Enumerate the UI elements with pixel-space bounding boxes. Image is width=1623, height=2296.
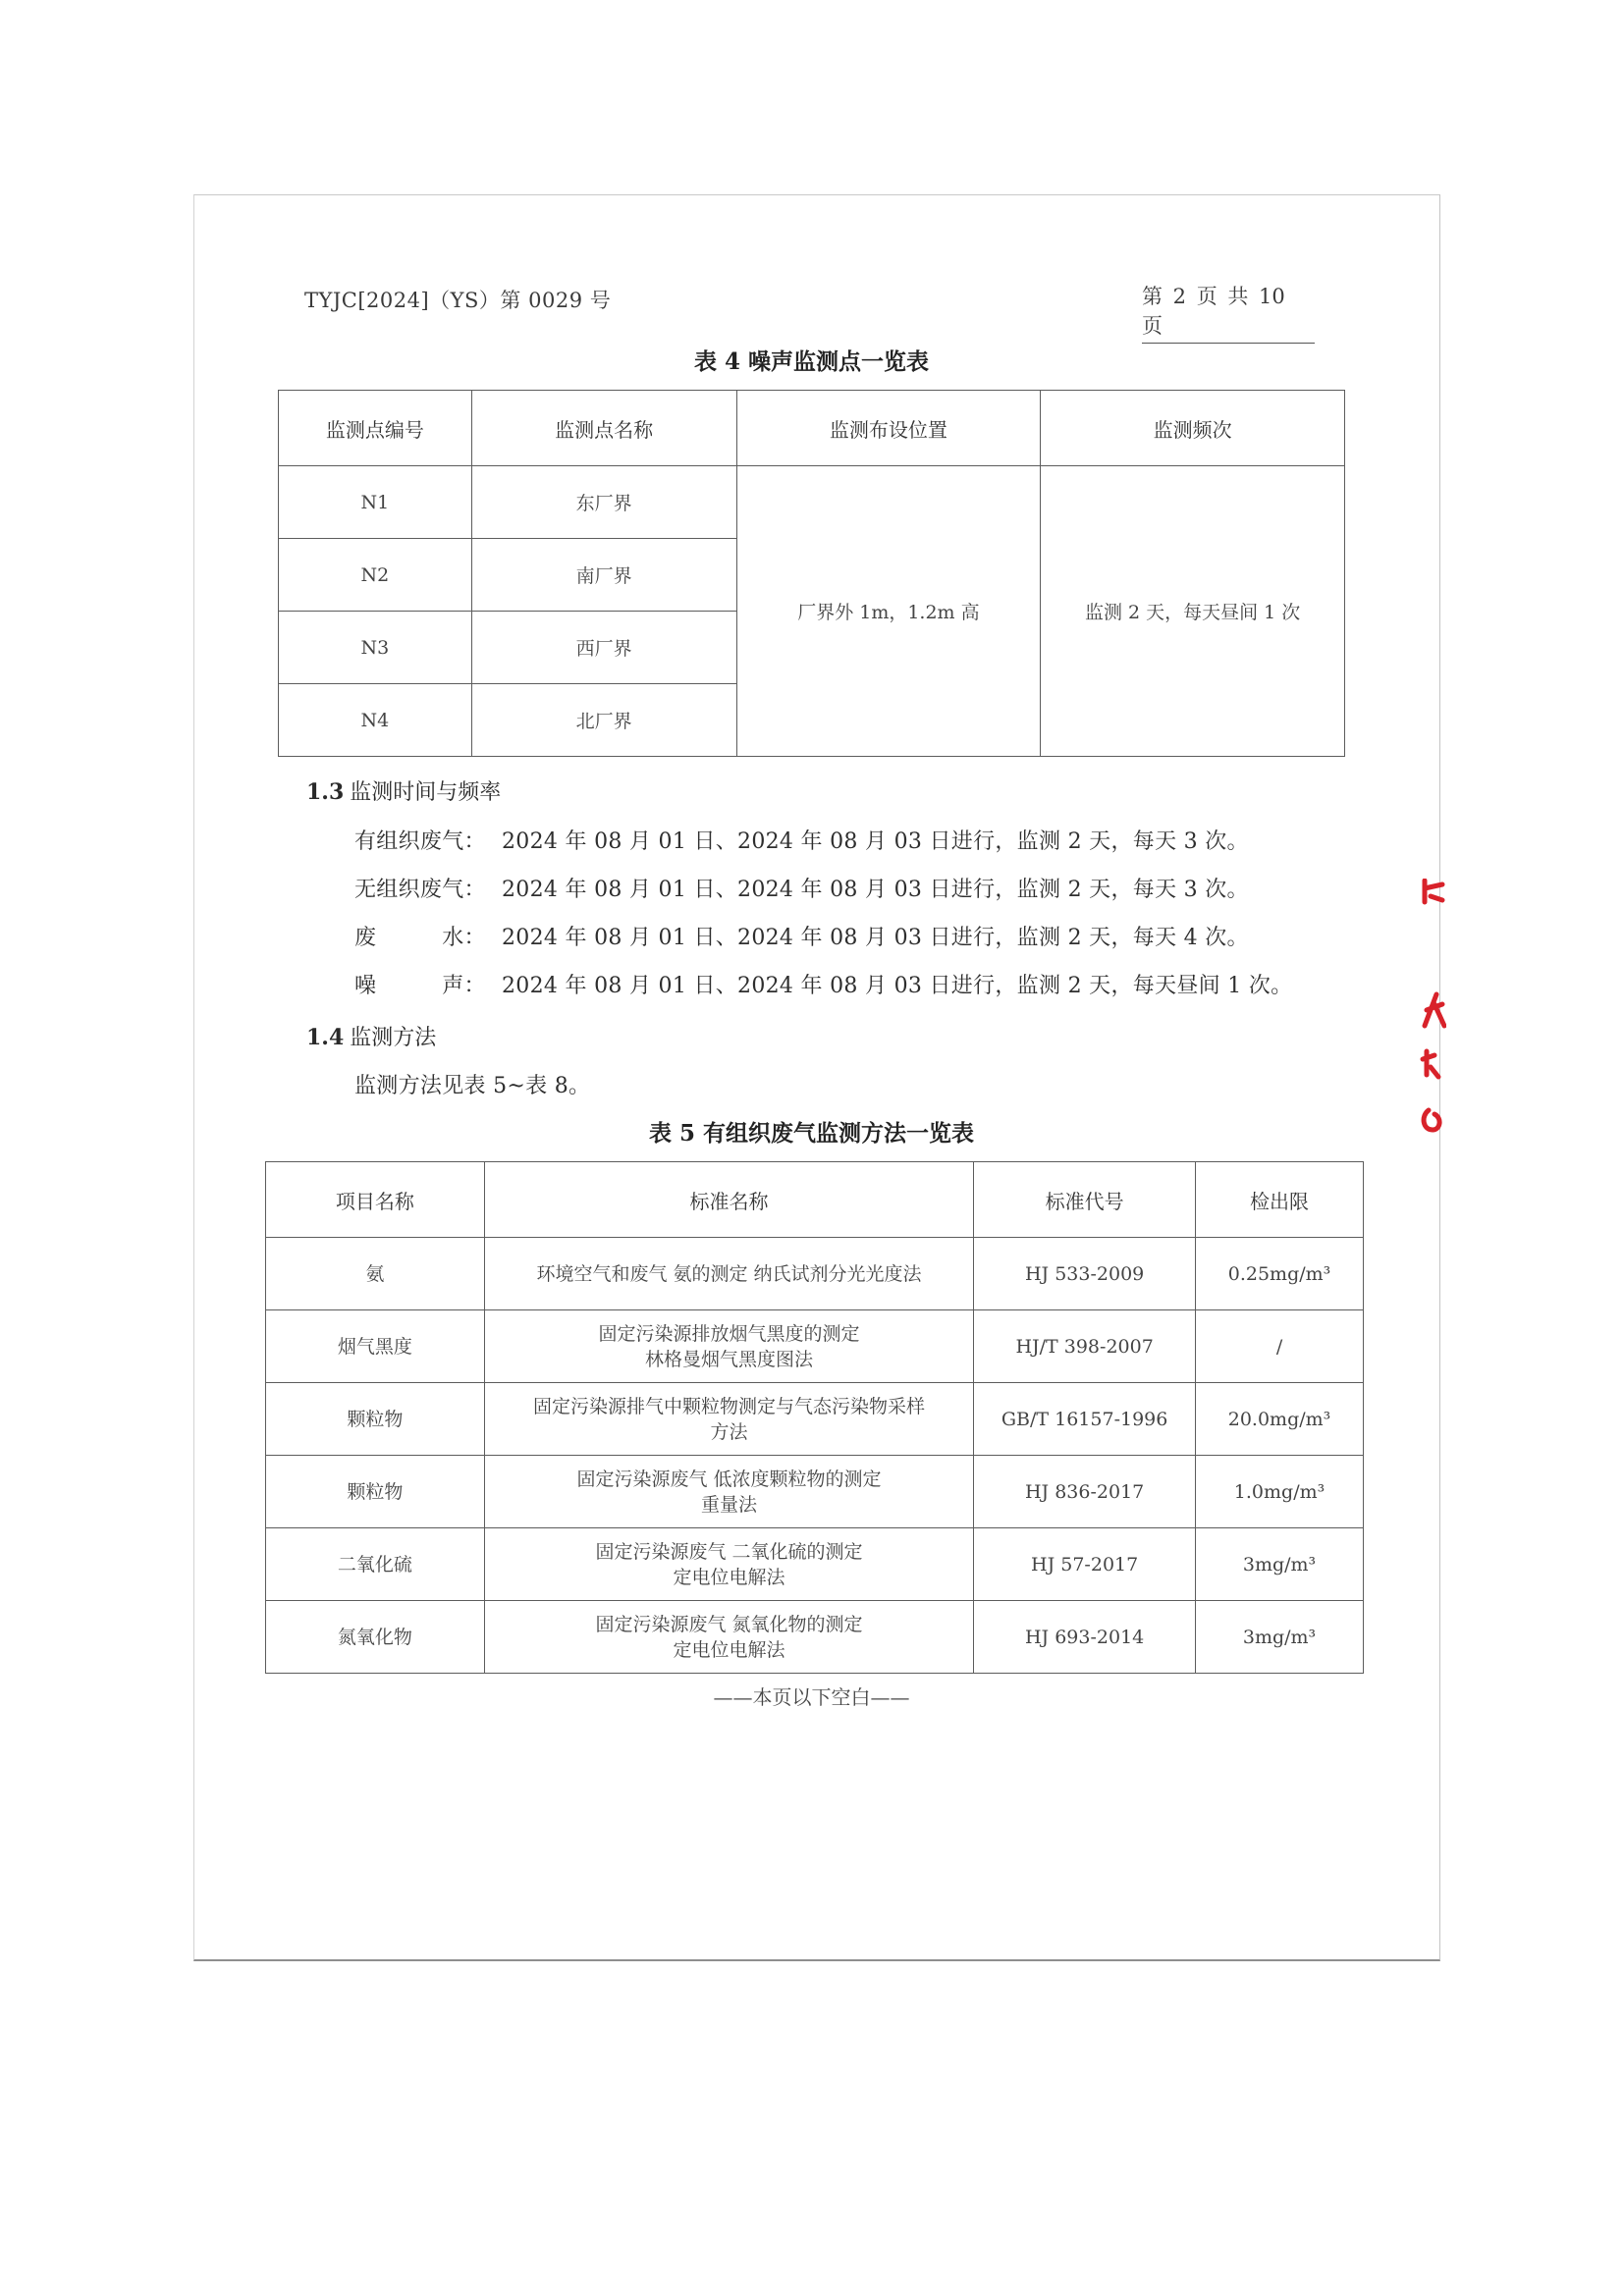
section-number: 1.3	[306, 779, 345, 805]
table4-caption: 表 4 噪声监测点一览表	[693, 348, 930, 375]
schedule-text: 2024 年 08 月 01 日、2024 年 08 月 03 日进行，监测 2 天，每天昼间 1 次。	[502, 974, 1293, 998]
table-row	[266, 1310, 1364, 1383]
noise-monitoring-points-table	[278, 390, 1345, 757]
point-id: N1	[279, 466, 472, 539]
item-name: 烟气黑度	[266, 1310, 485, 1383]
section-number: 1.4	[306, 1025, 345, 1050]
detection-limit: 3mg/m³	[1196, 1528, 1364, 1601]
standard-line: 固定污染源排放烟气黑度的测定	[598, 1322, 860, 1345]
schedule-line	[354, 873, 1249, 903]
point-id: N2	[279, 539, 472, 612]
standard-line: 定电位电解法	[673, 1566, 785, 1588]
standard-code: HJ 836-2017	[974, 1456, 1196, 1528]
table-header-row	[266, 1162, 1364, 1238]
report-number: TYJC[2024]（YS）第 0029 号	[304, 289, 612, 312]
item-name: 颗粒物	[266, 1456, 485, 1528]
point-location: 厂界外 1m，1.2m 高	[736, 466, 1041, 757]
table-row	[279, 466, 1345, 539]
standard-line: 固定污染源废气 氮氧化物的测定	[595, 1613, 863, 1635]
header-code: 标准代号	[974, 1162, 1196, 1238]
table-header-row	[279, 391, 1345, 466]
header-limit: 检出限	[1196, 1162, 1364, 1238]
standard-line: 固定污染源排气中颗粒物测定与气态污染物采样	[532, 1395, 925, 1417]
table-row	[266, 1601, 1364, 1674]
standard-line: 定电位电解法	[673, 1638, 785, 1661]
header-point-name: 监测点名称	[471, 391, 736, 466]
schedule-label: 有组织废气：	[354, 829, 486, 854]
organized-exhaust-methods-table	[265, 1161, 1364, 1674]
header-point-id: 监测点编号	[279, 391, 472, 466]
detection-limit: /	[1196, 1310, 1364, 1383]
standard-code: HJ 57-2017	[974, 1528, 1196, 1601]
standard-code: HJ/T 398-2007	[974, 1310, 1196, 1383]
point-id: N3	[279, 612, 472, 684]
standard-name	[484, 1456, 973, 1528]
standard-code: HJ 693-2014	[974, 1601, 1196, 1674]
table-row	[266, 1383, 1364, 1456]
point-name: 西厂界	[471, 612, 736, 684]
standard-name	[484, 1528, 973, 1601]
point-frequency: 监测 2 天，每天昼间 1 次	[1041, 466, 1345, 757]
schedule-label: 噪 声：	[354, 974, 486, 998]
section-title: 监测方法	[350, 1026, 437, 1050]
seam-stamp-icon	[1417, 879, 1446, 1144]
standard-name	[484, 1238, 973, 1310]
schedule-label: 无组织废气：	[354, 878, 486, 902]
detection-limit: 3mg/m³	[1196, 1601, 1364, 1674]
schedule-text: 2024 年 08 月 01 日、2024 年 08 月 03 日进行，监测 2 天，每天 3 次。	[502, 878, 1249, 902]
header-standard: 标准名称	[484, 1162, 973, 1238]
blank-below-note: ——本页以下空白——	[713, 1685, 910, 1709]
detection-limit: 0.25mg/m³	[1196, 1238, 1364, 1310]
item-name: 二氧化硫	[266, 1528, 485, 1601]
standard-line: 方法	[710, 1420, 748, 1443]
schedule-line	[354, 969, 1292, 999]
header-location: 监测布设位置	[736, 391, 1041, 466]
table-row	[266, 1528, 1364, 1601]
section-title: 监测时间与频率	[350, 780, 502, 805]
standard-line: 固定污染源废气 低浓度颗粒物的测定	[576, 1468, 882, 1490]
schedule-text: 2024 年 08 月 01 日、2024 年 08 月 03 日进行，监测 2 天，每天 3 次。	[502, 829, 1249, 854]
schedule-line	[354, 825, 1249, 855]
section-1-4-heading	[306, 1021, 436, 1051]
standard-name	[484, 1310, 973, 1383]
standard-code: GB/T 16157-1996	[974, 1383, 1196, 1456]
item-name: 氨	[266, 1238, 485, 1310]
standard-code: HJ 533-2009	[974, 1238, 1196, 1310]
header-frequency: 监测频次	[1041, 391, 1345, 466]
page-number: 第 2 页 共 10 页	[1142, 281, 1315, 344]
detection-limit: 1.0mg/m³	[1196, 1456, 1364, 1528]
schedule-label: 废 水：	[354, 926, 486, 950]
standard-name	[484, 1383, 973, 1456]
point-name: 南厂界	[471, 539, 736, 612]
standard-line: 重量法	[700, 1493, 757, 1516]
section-1-3-heading	[306, 775, 501, 806]
standard-name	[484, 1601, 973, 1674]
point-name: 北厂界	[471, 684, 736, 757]
standard-line: 固定污染源废气 二氧化硫的测定	[595, 1540, 863, 1563]
schedule-text: 2024 年 08 月 01 日、2024 年 08 月 03 日进行，监测 2 天，每天 4 次。	[502, 926, 1249, 950]
table-row	[266, 1456, 1364, 1528]
item-name: 颗粒物	[266, 1383, 485, 1456]
standard-line: 林格曼烟气黑度图法	[644, 1348, 813, 1370]
header-item: 项目名称	[266, 1162, 485, 1238]
schedule-line	[354, 921, 1249, 951]
point-name: 东厂界	[471, 466, 736, 539]
detection-limit: 20.0mg/m³	[1196, 1383, 1364, 1456]
item-name: 氮氧化物	[266, 1601, 485, 1674]
table-row	[266, 1238, 1364, 1310]
standard-line: 环境空气和废气 氨的测定 纳氏试剂分光光度法	[536, 1262, 922, 1285]
table5-caption: 表 5 有组织废气监测方法一览表	[648, 1120, 975, 1147]
point-id: N4	[279, 684, 472, 757]
methods-reference: 监测方法见表 5~表 8。	[354, 1074, 591, 1098]
